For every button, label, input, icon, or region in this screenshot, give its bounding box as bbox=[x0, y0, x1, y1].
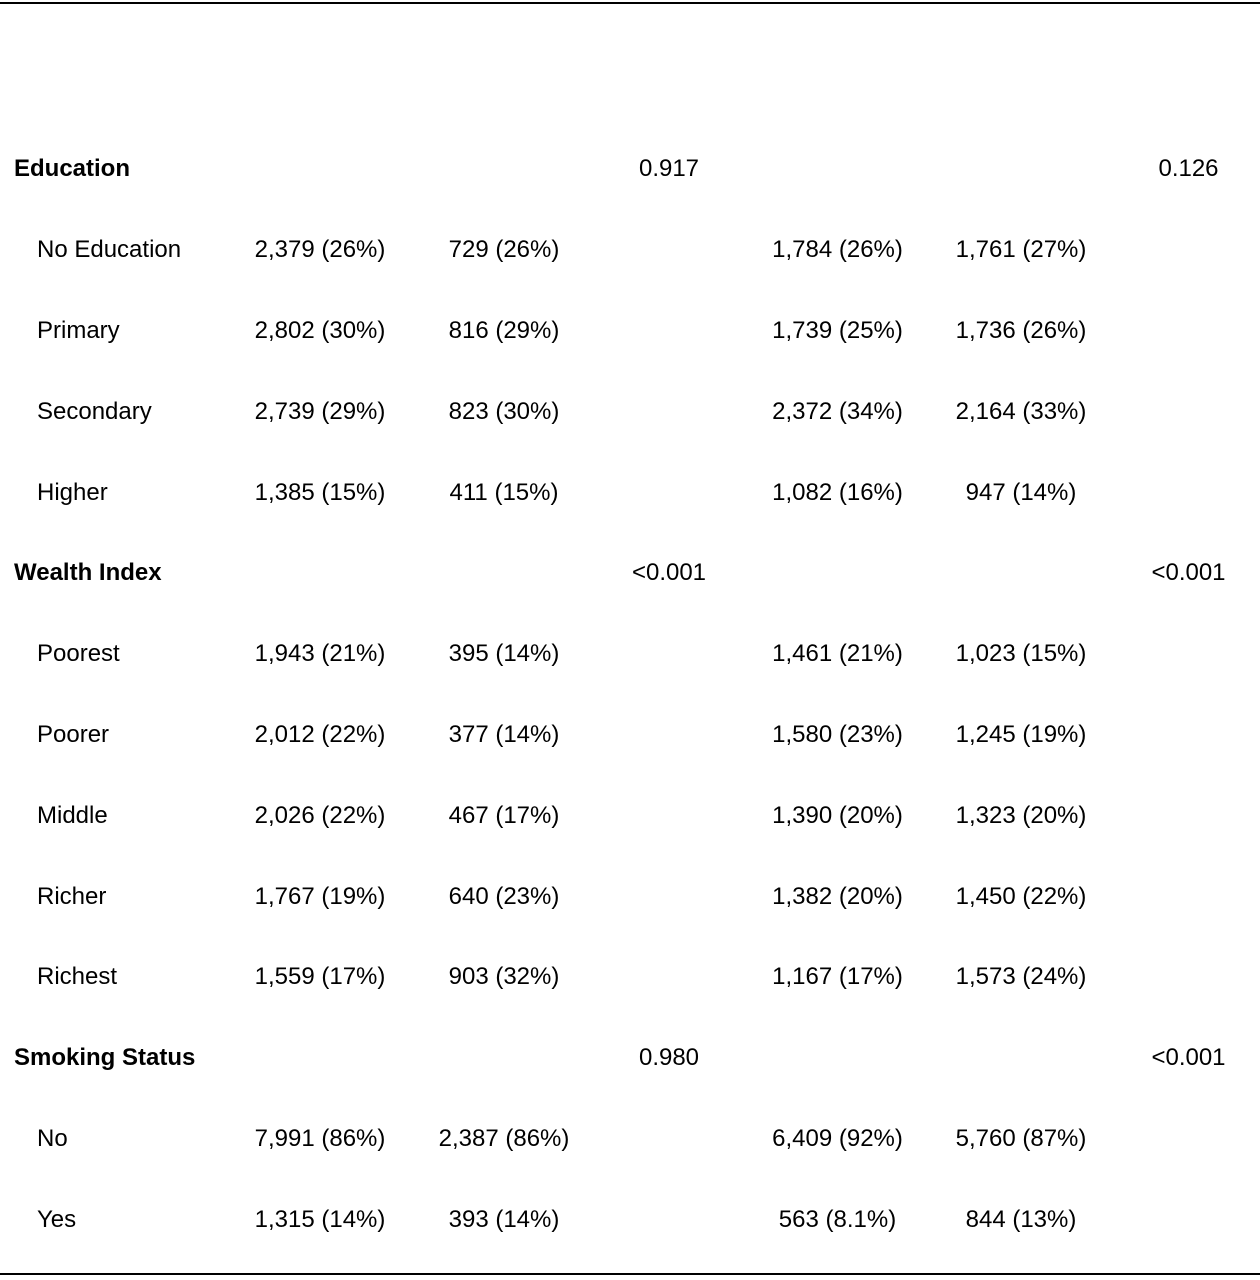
row-label: Higher bbox=[37, 478, 108, 506]
cell-col3: 1,382 (20%) bbox=[772, 882, 903, 910]
cell-col4: 947 (14%) bbox=[965, 478, 1077, 506]
row-label: Richer bbox=[37, 882, 107, 910]
table-row bbox=[0, 856, 1260, 937]
top-rule bbox=[0, 2, 1260, 4]
row-label: Poorer bbox=[37, 720, 110, 748]
cell-col1: 1,385 (15%) bbox=[254, 478, 386, 506]
cell-col3: 1,082 (16%) bbox=[772, 478, 903, 506]
cell-col4: 844 (13%) bbox=[965, 1205, 1077, 1233]
table-row bbox=[0, 775, 1260, 856]
cell-col1: 2,739 (29%) bbox=[254, 397, 386, 425]
cell-col3: 1,580 (23%) bbox=[772, 720, 903, 748]
row-label: Yes bbox=[37, 1205, 77, 1233]
cell-col3: 1,739 (25%) bbox=[772, 316, 903, 344]
cell-col2: 377 (14%) bbox=[448, 720, 560, 748]
cell-col2: 823 (30%) bbox=[448, 397, 560, 425]
cell-col1: 2,379 (26%) bbox=[254, 236, 386, 264]
cell-col3: 1,461 (21%) bbox=[772, 640, 903, 668]
row-label: Primary bbox=[37, 316, 120, 344]
table-row bbox=[0, 614, 1260, 695]
cell-col1: 1,559 (17%) bbox=[254, 963, 386, 991]
cell-col4: 1,736 (26%) bbox=[955, 316, 1087, 344]
p-value-2: <0.001 bbox=[1151, 1044, 1226, 1072]
row-label: No bbox=[37, 1124, 68, 1152]
table-row bbox=[0, 695, 1260, 776]
cell-col3: 2,372 (34%) bbox=[772, 397, 903, 425]
cell-col4: 1,323 (20%) bbox=[955, 801, 1087, 829]
bottom-rule bbox=[0, 1273, 1260, 1275]
table-row bbox=[0, 1099, 1260, 1180]
cell-col3: 1,784 (26%) bbox=[772, 236, 903, 264]
row-label: Poorest bbox=[37, 640, 120, 668]
cell-col3: 1,390 (20%) bbox=[772, 801, 903, 829]
row-label: Secondary bbox=[37, 397, 152, 425]
cell-col3: 6,409 (92%) bbox=[772, 1124, 903, 1152]
row-label: No Education bbox=[37, 236, 182, 264]
cell-col4: 2,164 (33%) bbox=[955, 397, 1087, 425]
group-label: Smoking Status bbox=[14, 1044, 196, 1072]
cell-col1: 1,943 (21%) bbox=[254, 640, 386, 668]
summary-table bbox=[0, 129, 1260, 1260]
group-label: Wealth Index bbox=[14, 559, 162, 587]
cell-col3: 1,167 (17%) bbox=[772, 963, 903, 991]
group-row-smoking-status bbox=[0, 1018, 1260, 1099]
p-value-1: 0.917 bbox=[638, 155, 700, 183]
cell-col2: 395 (14%) bbox=[448, 640, 560, 668]
cell-col4: 1,761 (27%) bbox=[955, 236, 1087, 264]
group-row-wealth-index bbox=[0, 533, 1260, 614]
cell-col4: 1,573 (24%) bbox=[955, 963, 1087, 991]
cell-col2: 467 (17%) bbox=[448, 801, 560, 829]
table-row bbox=[0, 1179, 1260, 1260]
cell-col2: 2,387 (86%) bbox=[438, 1124, 570, 1152]
p-value-1: 0.980 bbox=[638, 1044, 700, 1072]
row-label: Richest bbox=[37, 963, 118, 991]
p-value-1: <0.001 bbox=[631, 559, 707, 587]
cell-col2: 729 (26%) bbox=[448, 236, 560, 264]
cell-col4: 5,760 (87%) bbox=[955, 1124, 1087, 1152]
cell-col1: 2,012 (22%) bbox=[254, 720, 386, 748]
cell-col4: 1,023 (15%) bbox=[955, 640, 1087, 668]
group-label: Education bbox=[14, 155, 131, 183]
cell-col2: 816 (29%) bbox=[448, 316, 560, 344]
cell-col2: 903 (32%) bbox=[448, 963, 560, 991]
cell-col1: 1,767 (19%) bbox=[254, 882, 386, 910]
cell-col2: 393 (14%) bbox=[448, 1205, 560, 1233]
table-row bbox=[0, 210, 1260, 291]
group-row-education bbox=[0, 129, 1260, 210]
cell-col4: 1,450 (22%) bbox=[955, 882, 1087, 910]
p-value-2: <0.001 bbox=[1151, 559, 1226, 587]
cell-col2: 411 (15%) bbox=[449, 478, 559, 506]
row-label: Middle bbox=[37, 801, 108, 829]
cell-col1: 2,802 (30%) bbox=[254, 316, 386, 344]
cell-col4: 1,245 (19%) bbox=[955, 720, 1087, 748]
cell-col1: 2,026 (22%) bbox=[254, 801, 386, 829]
cell-col1: 7,991 (86%) bbox=[254, 1124, 386, 1152]
table-row bbox=[0, 291, 1260, 372]
cell-col2: 640 (23%) bbox=[448, 882, 560, 910]
p-value-2: 0.126 bbox=[1158, 155, 1219, 183]
cell-col3: 563 (8.1%) bbox=[778, 1205, 897, 1233]
table-row bbox=[0, 452, 1260, 533]
table-row bbox=[0, 371, 1260, 452]
table-row bbox=[0, 937, 1260, 1018]
cell-col1: 1,315 (14%) bbox=[254, 1205, 386, 1233]
